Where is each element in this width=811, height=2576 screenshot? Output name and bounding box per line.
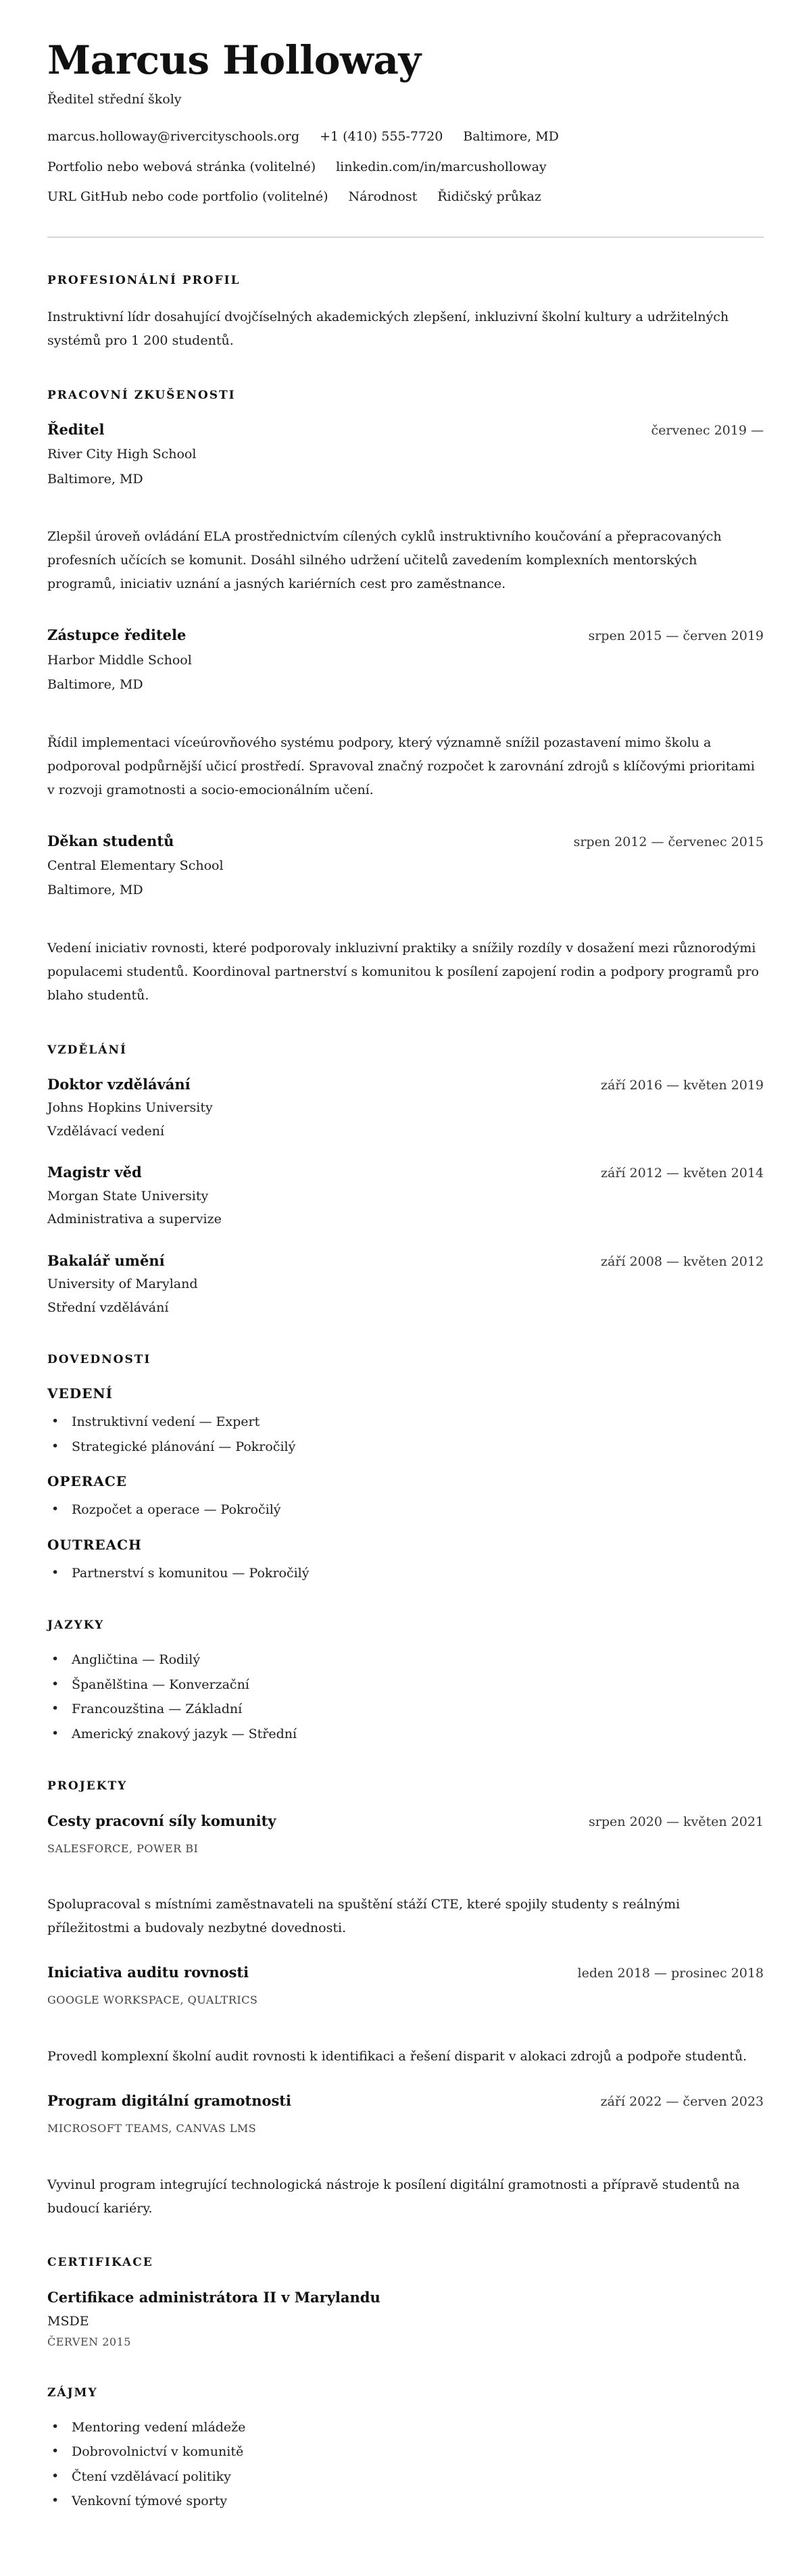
language-item-text: Angličtina — Rodilý bbox=[72, 1652, 201, 1668]
profile-heading: PROFESIONÁLNÍ PROFIL bbox=[47, 273, 241, 287]
job-company: Central Elementary School bbox=[47, 858, 224, 873]
project-description: Vyvinul program integrující technologická nástroje k posílení digitální gramotnosti a přípravě studentů na budoucí kariéry. bbox=[47, 2177, 740, 2216]
interest-item bbox=[47, 2442, 764, 2462]
skill-item-text: Instruktivní vedení — Expert bbox=[72, 1414, 260, 1430]
contact-row-2 bbox=[47, 158, 764, 177]
project-tech: GOOGLE WORKSPACE, QUALTRICS bbox=[47, 1993, 258, 2007]
skill-item-text: Rozpočet a operace — Pokročilý bbox=[72, 1502, 281, 1518]
phone-text: +1 (410) 555-7720 bbox=[320, 129, 443, 145]
certification-date: ČERVEN 2015 bbox=[47, 2335, 131, 2349]
education-entry bbox=[47, 1075, 764, 1141]
degree-school: Johns Hopkins University bbox=[47, 1100, 213, 1116]
section-certifications bbox=[47, 2255, 764, 2350]
entry-head bbox=[47, 2091, 764, 2110]
section-projects bbox=[47, 1779, 764, 2220]
degree-school: Morgan State University bbox=[47, 1188, 209, 1204]
skill-list bbox=[47, 1564, 764, 1583]
section-profile bbox=[47, 273, 764, 353]
skill-item bbox=[47, 1437, 764, 1457]
interest-item bbox=[47, 2418, 764, 2437]
interest-item-text: Dobrovolnictví v komunitě bbox=[72, 2444, 244, 2460]
project-title: Program digitální gramotnosti bbox=[47, 2091, 291, 2109]
education-heading: VZDĚLÁNÍ bbox=[47, 1043, 127, 1057]
person-job-title: Ředitel střední školy bbox=[47, 91, 182, 107]
job-description: Řídil implementaci víceúrovňového systému podpory, který významně snížil pozastavení mimo školu a podporoval podpůrnější učicí prostředí. Spravoval značný rozpočet k zarovnání zdrojů s klíčovými prioritami v rozvoji gramotnosti a socio-emocionálním učení. bbox=[47, 735, 755, 797]
project-description: Spolupracoval s místními zaměstnavateli na spuštění stáží CTE, které spojily studenty s reálnými příležitostmi a budovaly nezbytné dovednosti. bbox=[47, 1897, 681, 1936]
interest-item-text: Čtení vzdělávací politiky bbox=[72, 2469, 231, 2484]
degree-title: Magistr věd bbox=[47, 1164, 142, 1181]
skill-item bbox=[47, 1500, 764, 1520]
section-experience bbox=[47, 388, 764, 1008]
experience-entry bbox=[47, 832, 764, 1008]
bullet-icon: • bbox=[51, 1725, 59, 1741]
job-dates: srpen 2012 — červenec 2015 bbox=[573, 834, 764, 849]
job-location: Baltimore, MD bbox=[47, 677, 143, 693]
project-entry bbox=[47, 2091, 764, 2221]
location-text: Baltimore, MD bbox=[463, 129, 559, 145]
bullet-icon: • bbox=[51, 1414, 59, 1429]
degree-dates: září 2012 — květen 2014 bbox=[601, 1166, 764, 1181]
skill-item-text: Strategické plánování — Pokročilý bbox=[72, 1439, 296, 1454]
skill-item bbox=[47, 1412, 764, 1432]
languages-heading: JAZYKY bbox=[47, 1618, 105, 1633]
interest-item bbox=[47, 2467, 764, 2487]
email-text: marcus.holloway@rivercityschools.org bbox=[47, 129, 300, 145]
degree-title: Bakalář umění bbox=[47, 1252, 165, 1269]
entry-head bbox=[47, 1963, 764, 1982]
project-entry bbox=[47, 1963, 764, 2069]
project-title: Iniciativa auditu rovnosti bbox=[47, 1964, 249, 1981]
education-entry bbox=[47, 1163, 764, 1229]
job-description: Vedení iniciativ rovnosti, které podporovaly inkluzivní praktiky a snížily rozdíly v dosažení mezi různorodými populacemi studentů. Koordinoval partnerství s komunitou k posílení zapojení rodin a podpory programů pro blaho studentů. bbox=[47, 940, 759, 1003]
entry-head bbox=[47, 1075, 764, 1094]
interest-list bbox=[47, 2418, 764, 2511]
language-item-text: Francouzština — Základní bbox=[72, 1702, 243, 1717]
contact-row-3 bbox=[47, 188, 764, 207]
entry-head bbox=[47, 420, 764, 439]
experience-entry bbox=[47, 420, 764, 596]
language-item bbox=[47, 1675, 764, 1695]
project-entry bbox=[47, 1812, 764, 1941]
bullet-icon: • bbox=[51, 2419, 59, 2434]
certification-title: Certifikace administrátora II v Marylandu bbox=[47, 2288, 380, 2306]
project-tech: MICROSOFT TEAMS, CANVAS LMS bbox=[47, 2122, 257, 2135]
certification-issuer: MSDE bbox=[47, 2313, 89, 2329]
skill-item bbox=[47, 1564, 764, 1583]
language-item-text: Španělština — Konverzační bbox=[72, 1677, 249, 1692]
bullet-icon: • bbox=[51, 1701, 59, 1716]
degree-dates: září 2008 — květen 2012 bbox=[601, 1254, 764, 1269]
section-education bbox=[47, 1043, 764, 1317]
skill-group-name: OPERACE bbox=[47, 1473, 128, 1490]
bullet-icon: • bbox=[51, 1652, 59, 1667]
entry-head bbox=[47, 1252, 764, 1270]
interest-item-text: Venkovní týmové sporty bbox=[72, 2494, 228, 2509]
resume-header bbox=[47, 38, 764, 238]
skill-item-text: Partnerství s komunitou — Pokročilý bbox=[72, 1565, 310, 1581]
project-dates: srpen 2020 — květen 2021 bbox=[589, 1814, 764, 1829]
project-tech: SALESFORCE, POWER BI bbox=[47, 1841, 199, 1855]
skills-heading: DOVEDNOSTI bbox=[47, 1353, 151, 1367]
skill-group bbox=[47, 1385, 764, 1456]
entry-head bbox=[47, 626, 764, 645]
contact-row-1 bbox=[47, 128, 764, 147]
language-item bbox=[47, 1725, 764, 1744]
job-location: Baltimore, MD bbox=[47, 471, 143, 487]
github-placeholder-label: URL GitHub nebo code portfolio (volitelné) bbox=[47, 189, 328, 205]
certifications-heading: CERTIFIKACE bbox=[47, 2256, 153, 2270]
degree-field: Střední vzdělávání bbox=[47, 1299, 169, 1315]
job-title: Ředitel bbox=[47, 420, 105, 438]
degree-dates: září 2016 — květen 2019 bbox=[601, 1077, 764, 1093]
bullet-icon: • bbox=[51, 2444, 59, 2459]
job-description: Zlepšil úroveň ovládání ELA prostřednictvím cílených cyklů instruktivního koučování a přepracovaných profesních učících se komunit. Dosáhl silného udržení učitelů zavedením komplexních mentorských programů, iniciativ uznání a jasných kariérních cest pro zaměstnance. bbox=[47, 529, 722, 592]
interests-heading: ZÁJMY bbox=[47, 2385, 98, 2400]
language-item bbox=[47, 1650, 764, 1670]
interest-item-text: Mentoring vedení mládeže bbox=[72, 2419, 246, 2435]
skill-group bbox=[47, 1536, 764, 1583]
degree-field: Vzdělávací vedení bbox=[47, 1123, 165, 1139]
job-location: Baltimore, MD bbox=[47, 883, 143, 898]
project-dates: leden 2018 — prosinec 2018 bbox=[577, 1966, 764, 1981]
project-dates: září 2022 — červen 2023 bbox=[600, 2094, 764, 2109]
degree-title: Doktor vzdělávání bbox=[47, 1075, 191, 1093]
experience-heading: PRACOVNÍ ZKUŠENOSTI bbox=[47, 388, 236, 402]
certification-entry bbox=[47, 2288, 764, 2350]
projects-heading: PROJEKTY bbox=[47, 1779, 128, 1793]
job-title: Děkan studentů bbox=[47, 832, 174, 849]
entry-head bbox=[47, 1812, 764, 1831]
person-name: Marcus Holloway bbox=[47, 37, 421, 83]
job-title: Zástupce ředitele bbox=[47, 626, 187, 644]
degree-field: Administrativa a supervize bbox=[47, 1212, 222, 1227]
bullet-icon: • bbox=[51, 1438, 59, 1454]
job-company: Harbor Middle School bbox=[47, 652, 192, 668]
project-title: Cesty pracovní síly komunity bbox=[47, 1812, 276, 1829]
language-item bbox=[47, 1700, 764, 1719]
section-interests bbox=[47, 2385, 764, 2511]
skill-group bbox=[47, 1472, 764, 1520]
bullet-icon: • bbox=[51, 2468, 59, 2483]
skill-group-name: VEDENÍ bbox=[47, 1385, 113, 1402]
entry-head bbox=[47, 832, 764, 851]
bullet-icon: • bbox=[51, 1676, 59, 1691]
website-placeholder-label: Portfolio nebo webová stránka (volitelné) bbox=[47, 159, 316, 174]
education-entry bbox=[47, 1252, 764, 1317]
skill-list bbox=[47, 1412, 764, 1456]
entry-head bbox=[47, 1163, 764, 1182]
job-company: River City High School bbox=[47, 447, 197, 462]
language-item-text: Americký znakový jazyk — Střední bbox=[72, 1726, 297, 1741]
degree-school: University of Maryland bbox=[47, 1277, 198, 1292]
bullet-icon: • bbox=[51, 2493, 59, 2508]
project-description: Provedl komplexní školní audit rovnosti k identifikaci a řešení disparit v alokaci zdrojů a podpoře studentů. bbox=[47, 2048, 747, 2064]
experience-entry bbox=[47, 626, 764, 801]
linkedin-text: linkedin.com/in/marcusholloway bbox=[336, 159, 547, 174]
language-list bbox=[47, 1650, 764, 1743]
header-divider bbox=[47, 237, 764, 238]
section-languages bbox=[47, 1618, 764, 1743]
section-skills bbox=[47, 1352, 764, 1583]
license-label: Řidičský průkaz bbox=[437, 189, 541, 205]
job-dates: červenec 2019 — bbox=[651, 422, 764, 438]
skill-list bbox=[47, 1500, 764, 1520]
profile-text: Instruktivní lídr dosahující dvojčíselných akademických zlepšení, inkluzivní školní kultury a udržitelných systémů pro 1 200 studentů. bbox=[47, 309, 729, 348]
bullet-icon: • bbox=[51, 1502, 59, 1517]
nationality-label: Národnost bbox=[348, 189, 418, 205]
job-dates: srpen 2015 — červen 2019 bbox=[588, 628, 764, 644]
interest-item bbox=[47, 2492, 764, 2511]
bullet-icon: • bbox=[51, 1564, 59, 1580]
skill-group-name: OUTREACH bbox=[47, 1536, 142, 1553]
